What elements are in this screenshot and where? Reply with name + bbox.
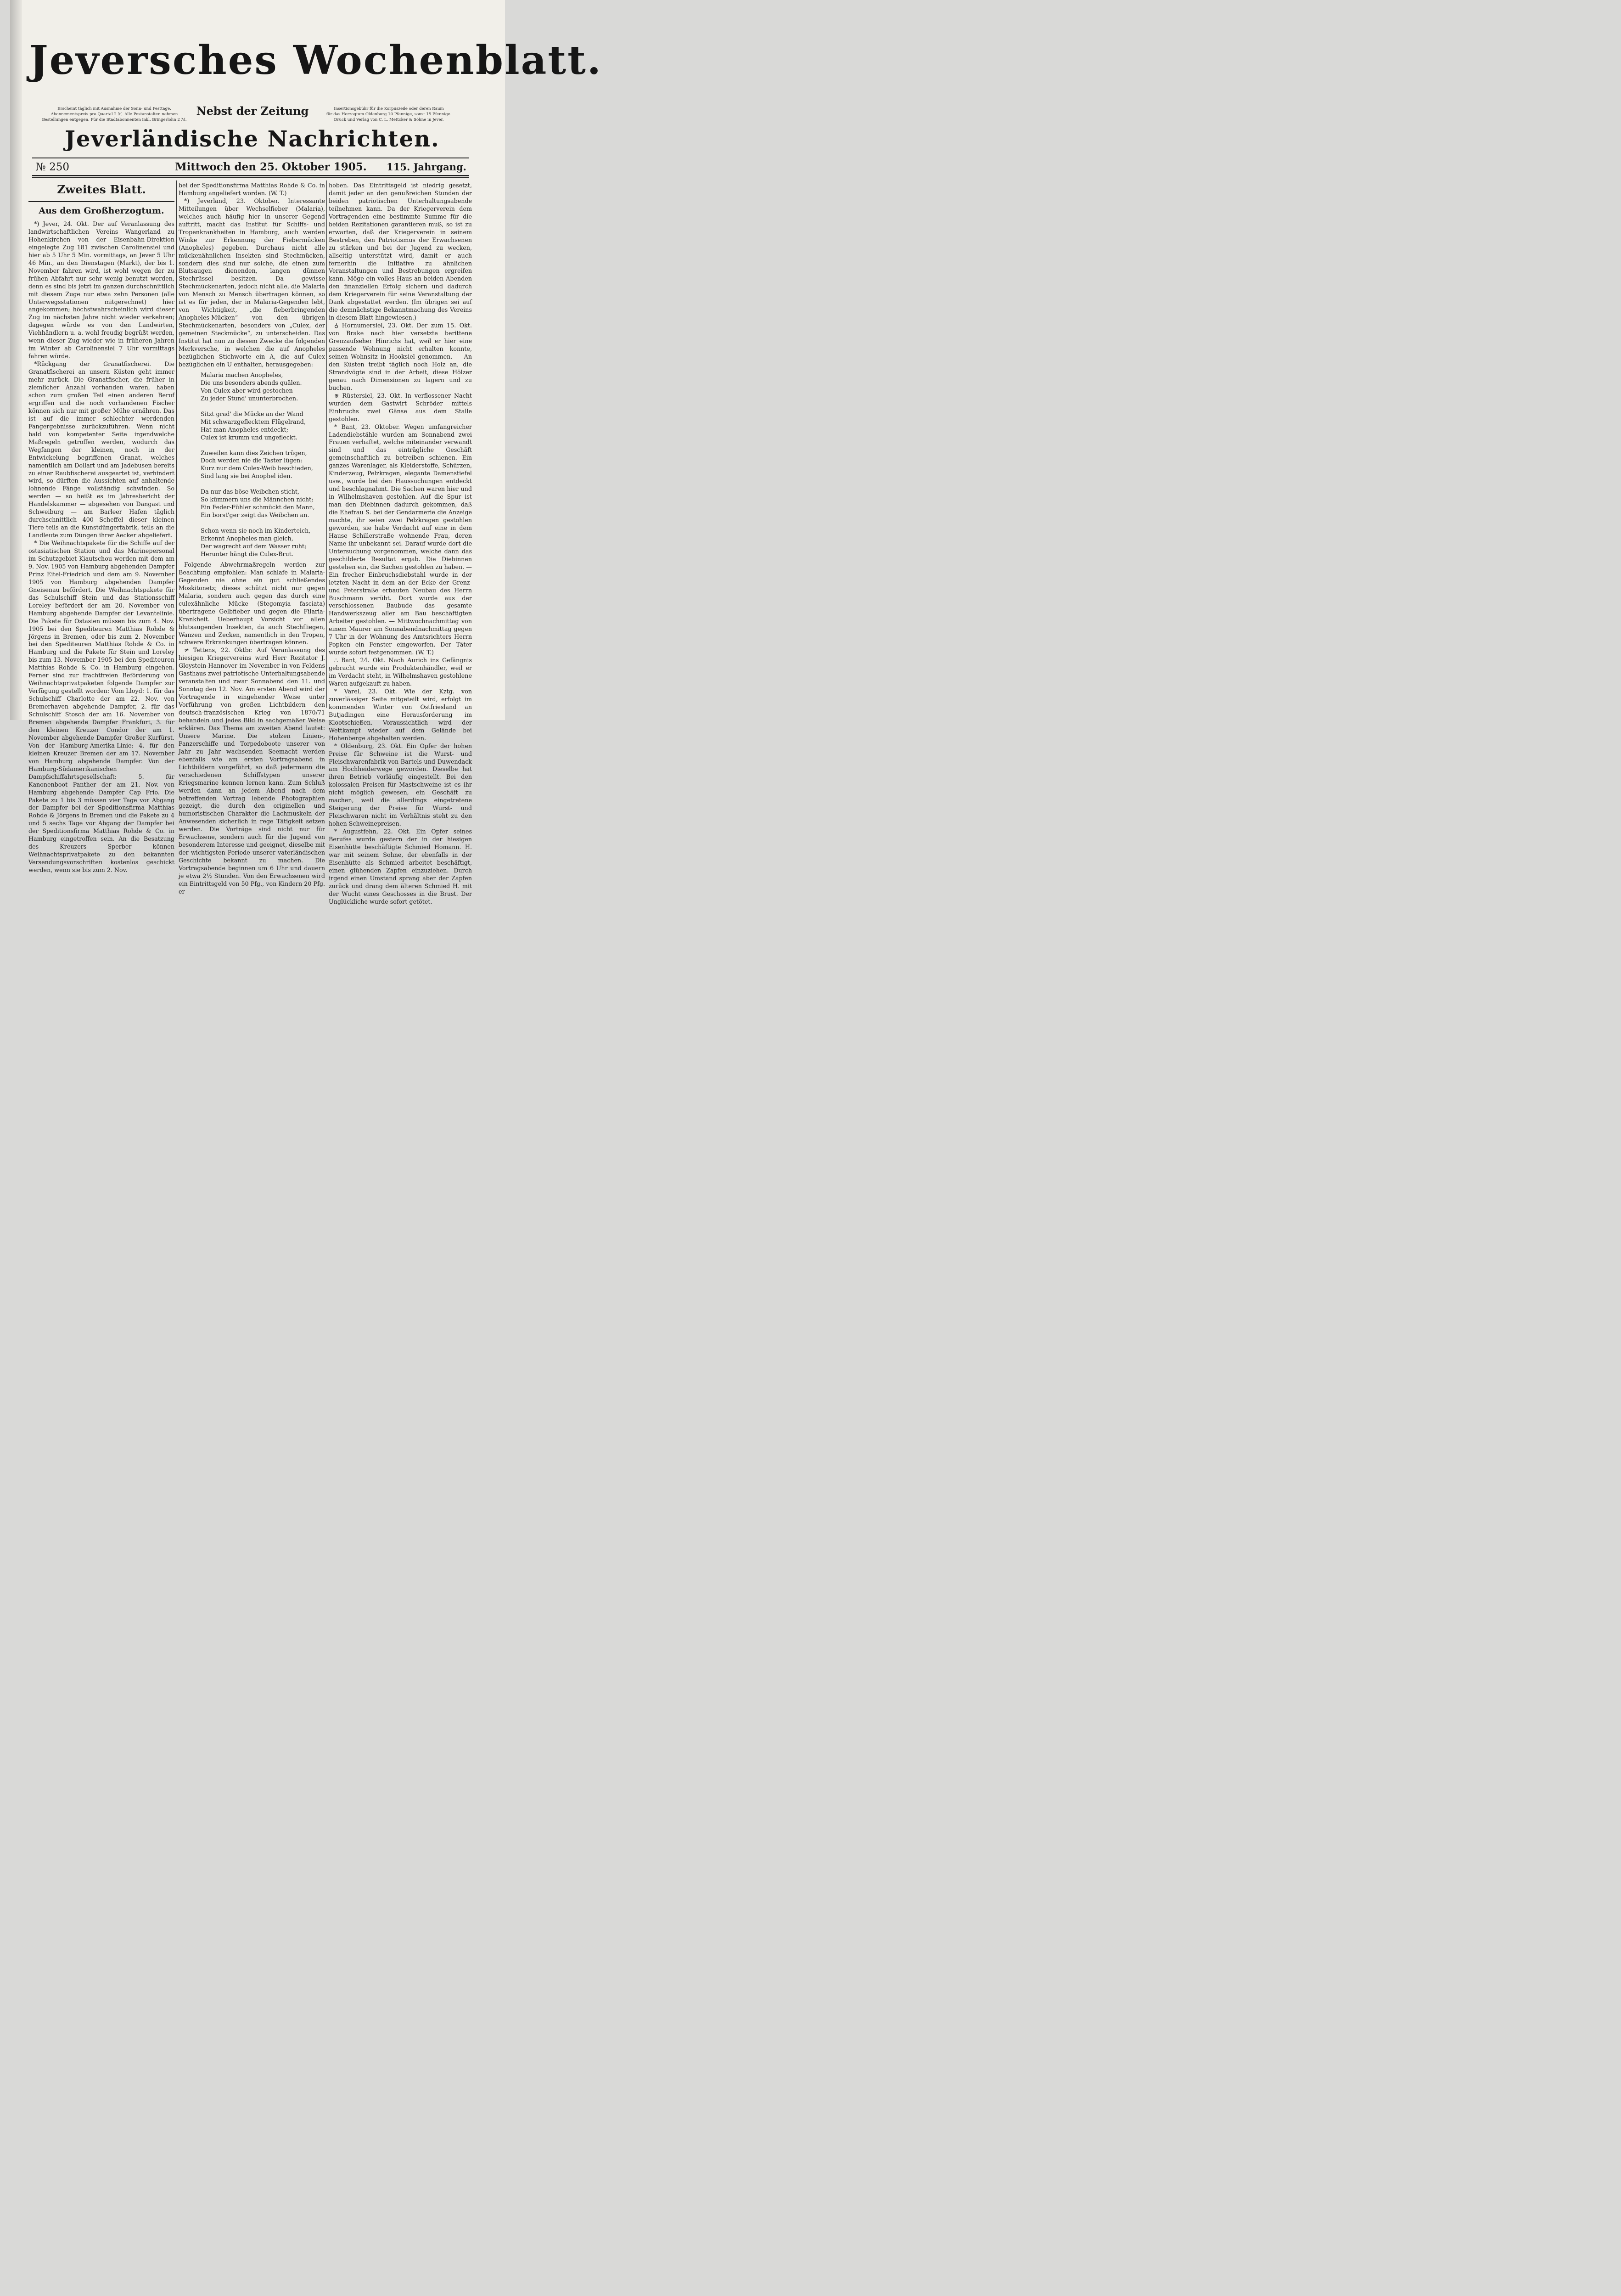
poem-line: Der wagrecht auf dem Wasser ruht; — [201, 543, 307, 550]
article-paragraph: * Augustfehn, 22. Okt. Ein Opfer seines Berufes wurde gestern der in der hiesigen Eisenhütte beschäftigte Schmied Homann. H. war mit seinem Sohne, der ebenfalls in der Eisenhütte als Schmied arbeitet beschäftigt, einen glühenden Zapfen einzuziehen. Durch irgend einen Umstand sprang aber der Zapfen zurück und drang dem älteren Schmied H. mit der Wucht eines Geschosses in die Brust. Der Unglückliche wurde sofort getötet. — [329, 828, 472, 905]
article-paragraph: * Bant, 23. Oktober. Wegen umfangreicher Ladendiebstähle wurden am Sonnabend zwei Frauen verhaftet, welche miteinander verwandt sind und das einträgliche Geschäft gemeinschaftlich zu betreiben schienen. Ein ganzes Warenlager, als Kleiderstoffe, Schürzen, Kinderzeug, Pelzkragen, elegante Damenstiefel usw., wurde bei den Haussuchungen entdeckt und beschlagnahmt. Die Sachen waren hier und in Wilhelmshaven gestohlen. Auf die Spur ist man den Diebinnen dadurch gekommen, daß die Ehefrau S. bei der Gendarmerie die Anzeige machte, ihr seien zwei Pelzkragen gestohlen geworden, sie habe Verdacht auf eine in dem Hause Schillerstraße wohnende Frau, deren Name ihr unbekannt sei. Darauf wurde dort die Untersuchung vorgenommen, welche dann das geschilderte Resultat ergab. Die Diebinnen gestehen ein, die Sachen gestohlen zu haben. — Ein frecher Einbruchsdiebstahl wurde in der letzten Nacht in dem an der Ecke der Grenz- und Peterstraße erbauten Neubau des Herrn Buschmann verübt. Dort wurde aus der verschlossenen Baubude das gesamte Handwerkszeug aller am Bau beschäftigten Arbeiter gestohlen. — Mittwochnachmittag von einem Maurer am Sonnabendnachmittag gegen 7 Uhr in der Wohnung des Amtsrichters Herrn Popken ein Fenster eingeworfen. Der Täter wurde sofort festgenommen. (W. T.) — [329, 423, 472, 656]
advertising-info — [311, 106, 467, 123]
issue-date: Mittwoch den 25. Oktober 1905. — [175, 161, 367, 173]
issue-number: № 250 — [36, 161, 69, 173]
dateline — [32, 160, 469, 174]
poem-line: Hat man Anopheles entdeckt; — [201, 426, 289, 433]
poem-stanza — [179, 527, 325, 558]
poem-line: Erkennt Anopheles man gleich, — [201, 535, 293, 542]
article-paragraph: Folgende Abwehrmaßregeln werden zur Beachtung empfohlen: Man schlafe in Malaria-Gegenden nie ohne ein gut schließendes Moskitonetz; dieses schützt nicht nur gegen Malaria, sondern auch gegen das durch eine culexähnliche Mücke (Stegomyia fasciata) übertragene Gelbfieber und gegen die Filaria-Krankheit. Ueberhaupt Vorsicht vor allen blutsaugenden Insekten, da auch Stechfliegen, Wanzen und Zecken, namentlich in den Tropen, schwere Erkrankungen übertragen können. — [179, 561, 325, 646]
poem-line: Ein borst'ger zeigt das Weibchen an. — [201, 512, 309, 519]
dateline-rule-thin — [32, 177, 469, 178]
poem-line: Die uns besonders abends quälen. — [201, 379, 302, 386]
article-paragraph: * Die Weihnachtspakete für die Schiffe auf der ostasiatischen Station und das Marinepersonal im Schutzgebiet Kiautschou werden mit dem am 9. Nov. 1905 von Hamburg abgehenden Dampfer Prinz Eitel-Friedrich und dem am 9. November 1905 von Hamburg abgehenden Dampfer Gneisenau befördert. Die Weihnachtspakete für das Schulschiff Stein und das Stationsschiff Loreley befördert der am 20. November von Hamburg abgehende Dampfer der Levantelinie. Die Pakete für Ostasien müssen bis zum 4. Nov. 1905 bei den Spediteuren Matthias Rohde & Jörgens in Bremen, oder bis zum 2. November bei den Spediteuren Matthias Rohde & Co. in Hamburg und die Pakete für Stein und Loreley bis zum 13. November 1905 bei den Spediteuren Matthias Rohde & Co. in Hamburg eingehen. Ferner sind zur frachtfreien Beförderung von Weihnachtsprivatpaketen folgende Dampfer zur Verfügung gestellt worden: Vom Lloyd: 1. für das Schulschiff Charlotte der am 22. Nov. von Bremerhaven abgehende Dampfer, 2. für das Schulschiff Stosch der am 16. November von Bremen abgehende Dampfer Frankfurt, 3. für den kleinen Kreuzer Condor der am 1. November abgehende Dampfer Großer Kurfürst. Von der Hamburg-Amerika-Linie: 4. für den kleinen Kreuzer Bremen der am 17. November von Hamburg abgehende Dampfer. Von der Hamburg-Südamerikanischen Dampfschiffahrtsgesellschaft: 5. für Kanonenboot Panther der am 21. Nov. von Hamburg abgehende Dampfer Cap Frio. Die Pakete zu 1 bis 3 müssen vier Tage vor Abgang der Dampfer bei der Speditionsfirma Matthias Rohde & Jörgens in Bremen und die Pakete zu 4 und 5 sechs Tage vor Abgang der Dampfer bei der Speditionsfirma Matthias Rohde & Co. in Hamburg eingetroffen sein. An die Besatzung des Kreuzers Sperber können Weihnachtsprivatpakete zu den bekannten Versendungsvorschriften kostenlos geschickt werden, wenn sie bis zum 2. Nov. — [28, 540, 174, 874]
advertising-info-line: Druck und Verlag von C. L. Mettcker & Söhne in Jever. — [334, 118, 444, 122]
article-column — [179, 182, 325, 896]
poem-line: Herunter hängt die Culex-Brut. — [201, 550, 293, 557]
poem-stanza — [179, 488, 325, 519]
poem-line: Da nur das böse Weibchen sticht, — [201, 488, 300, 495]
poem-stanza — [179, 371, 325, 403]
article-paragraph: ⋇ Rüstersiel, 23. Okt. In verflossener Nacht wurden dem Gastwirt Schröder mittels Einbruchs zwei Gänse aus dem Stalle gestohlen. — [329, 392, 472, 422]
article-paragraph: *Rückgang der Granatfischerei. Die Granatfischerei an unsern Küsten geht immer mehr zurück. Die Granatfischer, die früher in ziemlicher Anzahl vorhanden waren, haben schon zum großen Teil einen anderen Beruf ergriffen und die noch vorhandenen Fischer können sich nur mit großer Mühe ernähren. Das ist auf die immer schlechter werdenden Fangergebnisse zurückzuführen. Wenn nicht bald von kompetenter Seite irgendwelche Maßregeln getroffen werden, wodurch das Wegfangen der kleinen, noch in der Entwickelung begriffenen Granat, welches namentlich am Dollart und am Jadebusen bereits zu einer Raubfischerei ausgeartet ist, verhindert wird, so dürften die Aussichten auf anhaltende lohnende Fänge vollständig schwinden. So werden — so heißt es im Jahresbericht der Handelskammer — abgesehen von Dangast und Schweiburg — am Barleer Hafen täglich durchschnittlich 400 Scheffel dieser kleinen Tiere teils an die Kunstdüngerfabrik, teils an die Landleute zum Düngen ihrer Aecker abgeliefert. — [28, 360, 174, 539]
poem-line: Ein Feder-Fühler schmückt den Mann, — [201, 504, 315, 511]
poem-line: Sind lang sie bei Anophel iden. — [201, 473, 292, 480]
article-paragraph: * Oldenburg, 23. Okt. Ein Opfer der hohen Preise für Schweine ist die Wurst- und Fleischwarenfabrik von Bartels und Duwendack am Hochheiderwege geworden. Dieselbe hat ihren Betrieb vorläufig eingestellt. Bei den kolossalen Preisen für Mastschweine ist es ihr nicht möglich gewesen, ein Geschäft zu machen, weil die allerdings eingetretene Steigerung der Preise für Wurst- und Fleischwaren nicht im Verhältnis steht zu den hohen Schweinepreisen. — [329, 742, 472, 827]
section-rule — [28, 201, 174, 202]
supplement-title: Jeverländische Nachrichten. — [65, 126, 440, 152]
article-paragraph: ♁ Hornumersiel, 23. Okt. Der zum 15. Okt. von Brake nach hier versetzte berittene Grenzaufseher Hinrichs hat, weil er hier eine passende Wohnung nicht erhalten konnte, seinen Wohnsitz in Hooksiel genommen. — An den Küsten treibt täglich noch Holz an, die Strandvögte sind in der Arbeit, diese Hölzer genau nach Dimensionen zu lagern und zu buchen. — [329, 322, 472, 391]
poem-stanza — [179, 450, 325, 481]
volume-year: 115. Jahrgang. — [387, 161, 466, 173]
poem-line: Zuweilen kann dies Zeichen trügen, — [201, 449, 307, 456]
article-column — [329, 182, 472, 906]
poem-line: Von Culex aber wird gestochen — [201, 387, 293, 394]
poem-line: Culex ist krumm und ungefleckt. — [201, 433, 297, 441]
subscription-info — [38, 106, 191, 123]
poem-line: Malaria machen Anopheles, — [201, 371, 283, 378]
article-paragraph: * Varel, 23. Okt. Wie der Kztg. von zuverlässiger Seite mitgeteilt wird, erfolgt im kommenden Winter von Ostfriesland an Butjadingen eine Herausforderung im Klootschießen. Voraussichtlich wird der Wettkampf wieder auf dem Gelände bei Hohenberge abgehalten werden. — [329, 687, 472, 742]
page-gutter-shadow — [10, 0, 22, 720]
article-paragraph: bei der Speditionsfirma Matthias Rohde & Co. in Hamburg angeliefert worden. (W. T.) — [179, 182, 325, 197]
poem-line: Doch werden nie die Taster lügen: — [201, 457, 303, 464]
subscription-info-line: Erscheint täglich mit Ausnahme der Sonn- und Festtage. — [57, 107, 171, 111]
article-paragraph: hoben. Das Eintrittsgeld ist niedrig gesetzt, damit jeder an den genußreichen Stunden der beiden patriotischen Unterhaltungsabende teilnehmen kann. Da der Kriegerverein dem Vortragenden eine bestimmte Summe für die beiden Rezitationen garantieren muß, so ist zu erwarten, daß der Kriegerverein in seinem Bestreben, den Patriotismus der Erwachsenen zu stärken und bei der Jugend zu wecken, allseitig unterstützt wird, damit er auch fernerhin die Initiative zu ähnlichen Veranstaltungen und Bestrebungen ergreifen kann. Möge ein volles Haus an beiden Abenden den finanziellen Erfolg sichern und dadurch dem Kriegerverein für seine Veranstaltung der Dank abgestattet werden. (Im übrigen sei auf die demnächstige Bekanntmachung des Vereins in diesem Blatt hingewiesen.) — [329, 182, 472, 321]
poem-line: Schon wenn sie noch im Kinderteich, — [201, 527, 311, 535]
poem-line: Sitzt grad' die Mücke an der Wand — [201, 410, 303, 417]
column-divider — [326, 180, 327, 708]
article-column — [28, 182, 174, 874]
column-divider — [176, 180, 177, 708]
poem-line: Zu jeder Stund' ununterbrochen. — [201, 394, 298, 402]
article-paragraph: ≠ Tettens, 22. Oktbr. Auf Veranlassung des hiesigen Kriegervereins wird Herr Rezitator J. Gloystein-Hannover im November in von Feldens Gasthaus zwei patriotische Unterhaltungsabende veranstalten und zwar Sonnabend den 11. und Sonntag den 12. Nov. Am ersten Abend wird der Vortragende in eingehender Weise unter Vorführung von großen Lichtbildern den deutsch-französischen Krieg von 1870/71 behandeln und jedes Bild in sachgemäßer Weise erklären. Das Thema am zweiten Abend lautet: Unsere Marine. Die stolzen Linien-, Panzerschiffe und Torpedoboote unserer von Jahr zu Jahr wachsenden Seemacht werden ebenfalls wie am ersten Vortragsabend in Lichtbildern vorgeführt, so daß jedermann die verschiedenen Schiffstypen unserer Kriegsmarine kennen lernen kann. Zum Schluß werden dann an jedem Abend nach dem betreffenden Vortrag lebende Photographien gezeigt, die durch den originellen und humoristischen Charakter die Lachmuskeln der Anwesenden sicherlich in rege Tätigkeit setzen werden. Die Vorträge sind nicht nur für Erwachsene, sondern auch für die Jugend von besonderem Interesse und geeignet, dieselbe mit der wichtigsten Periode unserer vaterländischen Geschichte bekannt zu machen. Die Vortragsabende beginnen um 6 Uhr und dauern je etwa 2½ Stunden. Von den Erwachsenen wird ein Eintrittsgeld von 50 Pfg., von Kindern 20 Pfg. er- — [179, 647, 325, 895]
masthead-title: Jeversches Wochenblatt. — [29, 37, 602, 84]
advertising-info-line: Insertionsgebühr für die Korpuszeile oder deren Raum — [334, 107, 444, 111]
newspaper-page — [10, 0, 602, 905]
poem-stanza — [179, 411, 325, 442]
article-paragraph: ∴ Bant, 24. Okt. Nach Aurich ins Gefängnis gebracht wurde ein Produktenhändler, weil er im Verdacht steht, in Wilhelmshaven gestohlene Waren aufgekauft zu haben. — [329, 657, 472, 687]
poem-line: So kümmern uns die Männchen nicht; — [201, 496, 314, 503]
section-heading: Aus dem Großherzogtum. — [39, 206, 164, 216]
masthead-tagline: Nebst der Zeitung — [196, 104, 309, 118]
poem-line: Mit schwarzgeflecktem Flügelrand, — [201, 418, 306, 425]
dateline-rule — [32, 175, 469, 176]
article-paragraph: *) Jever, 24. Okt. Der auf Veranlassung des landwirtschaftlichen Vereins Wangerland zu Hohenkirchen von der Eisenbahn-Direktion eingelegte Zug 181 zwischen Carolinensiel und hier ab 5 Uhr 5 Min. vormittags, an Jever 5 Uhr 46 Min., an den Dienstagen (Markt), der bis 1. November fahren wird, ist wohl wegen der zu frühen Abfahrt nur sehr wenig benutzt worden, denn es sind bis jetzt im ganzen durchschnittlich mit diesem Zuge nur etwa zehn Personen (alle Unterwegsstationen mitgerechnet) hier angekommen; höchstwahrscheinlich wird dieser Zug im nächsten Jahre nicht wieder verkehren; dagegen würde es von den Landwirten, Viehhändlern u. a. wohl freudig begrüßt werden, wenn dieser Zug wieder wie in früheren Jahren im Winter ab Carolinensiel 7 Uhr vormittags fahren würde. — [28, 220, 174, 360]
subscription-info-line: Bestellungen entgegen. Für die Stadtabonnenten inkl. Bringerlohn 2 ℳ. — [42, 118, 187, 122]
section-label-text: Zweites Blatt. — [57, 183, 146, 196]
section-label — [28, 182, 174, 197]
poem-line: Kurz nur dem Culex-Weib beschieden, — [201, 465, 313, 472]
subscription-info-line: Abonnementspreis pro Quartal 2 ℳ. Alle Postanstalten nehmen — [50, 112, 178, 117]
article-paragraph: *) Jeverland, 23. Oktober. Interessante Mitteilungen über Wechselfieber (Malaria), welches auch häufig hier in unserer Gegend auftritt, macht das Institut für Schiffs- und Tropenkrankheiten in Hamburg, auch werden Winke zur Erkennung der Fiebermücken (Anopheles) gegeben. Durchaus nicht alle mückenähnlichen Insekten sind Stechmücken, sondern dies sind nur solche, die einen zum Blutsaugen dienenden, langen dünnen Stechrüssel besitzen. Da gewisse Stechmückenarten, jedoch nicht alle, die Malaria von Mensch zu Mensch übertragen können, so ist es für jeden, der in Malaria-Gegenden lebt, von Wichtigkeit, „die fieberbringenden Anopheles-Mücken“ von den übrigen Stechmückenarten, besonders von „Culex, der gemeinen Steckmücke“, zu unterscheiden. Das Institut hat nun zu diesem Zwecke die folgenden Merkversche, in welchen die auf Anopheles bezüglichen Stichworte ein A, die auf Culex bezüglichen ein U enthalten, herausgegeben: — [179, 197, 325, 368]
advertising-info-line: für das Herzogtum Oldenburg 10 Pfennige, sonst 15 Pfennige. — [326, 112, 452, 117]
